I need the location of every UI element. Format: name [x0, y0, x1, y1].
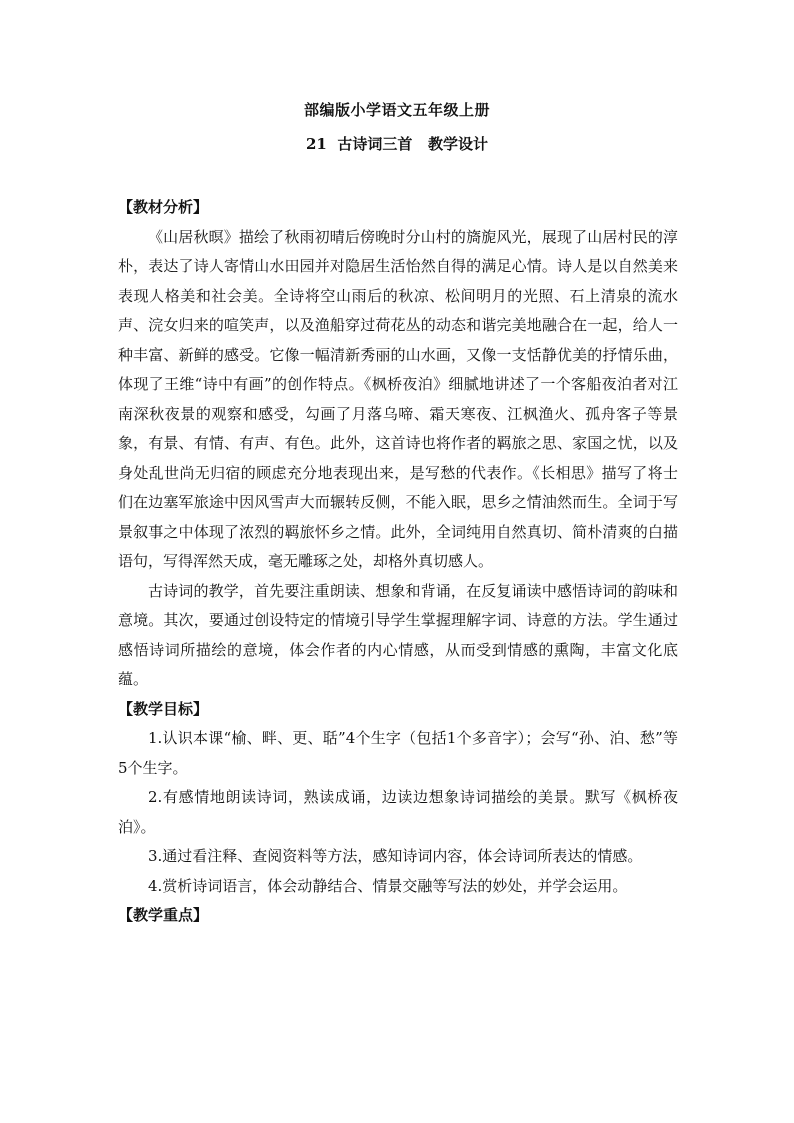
analysis-paragraph: 《山居秋暝》描绘了秋雨初晴后傍晚时分山村的旖旎风光，展现了山居村民的淳朴，表达了诗人寄情山水田园并对隐居生活怡然自得的满足心情。诗人是以自然美来表现人格美和社会美。全诗将空山雨后的秋凉、松间明月的光照、石上清泉的流水声、浣女归来的喧笑声，以及渔船穿过荷花丛的动态和谐完美地融合在一起，给人一种丰富、新鲜的感受。它像一幅清新秀丽的山水画，又像一支恬静优美的抒情乐曲，体现了王维“诗中有画”的创作特点。《枫桥夜泊》细腻地讲述了一个客船夜泊者对江南深秋夜景的观察和感受，勾画了月落乌啼、霜天寒夜、江枫渔火、孤舟客子等景象，有景、有情、有声、有色。此外，这首诗也将作者的羁旅之思、家国之忧，以及身处乱世尚无归宿的顾虑充分地表现出来，是写愁的代表作。《长相思》描写了将士们在边塞军旅途中因风雪声大而辗转反侧，不能入眠，思乡之情油然而生。全词于写景叙事之中体现了浓烈的羁旅怀乡之情。此外，全词纯用自然真切、简朴清爽的白描语句，写得浑然天成，毫无雕琢之处，却格外真切感人。 — [118, 227, 678, 570]
section-heading-analysis: 【教材分析】 — [118, 198, 209, 216]
goal-item: 1.认识本课“榆、畔、更、聒”4个生字（包括1个多音字）；会写“孙、泊、愁”等5个生字。 — [118, 729, 678, 777]
document-subtitle: 21 古诗词三首 教学设计 — [306, 135, 488, 153]
document-title: 部编版小学语文五年级上册 — [303, 101, 490, 119]
goal-item: 3.通过看注释、查阅资料等方法，感知诗词内容，体会诗词所表达的情感。 — [148, 847, 643, 865]
section-heading-goals: 【教学目标】 — [118, 699, 209, 718]
section-heading-key-points: 【教学重点】 — [118, 906, 209, 924]
goal-item: 2.有感情地朗读诗词，熟读成诵，边读边想象诗词描绘的美景。默写《枫桥夜泊》。 — [118, 788, 678, 836]
document-body — [118, 193, 678, 931]
analysis-paragraph: 古诗词的教学，首先要注重朗读、想象和背诵，在反复诵读中感悟诗词的韵味和意境。其次，要通过创设特定的情境引导学生掌握理解字词、诗意的方法。学生通过感悟诗词所描绘的意境，体会作者的内心情感，从而受到情感的熏陶，丰富文化底蕴。 — [118, 581, 678, 688]
goal-item: 4.赏析诗词语言，体会动静结合、情景交融等写法的妙处，并学会运用。 — [148, 876, 628, 895]
